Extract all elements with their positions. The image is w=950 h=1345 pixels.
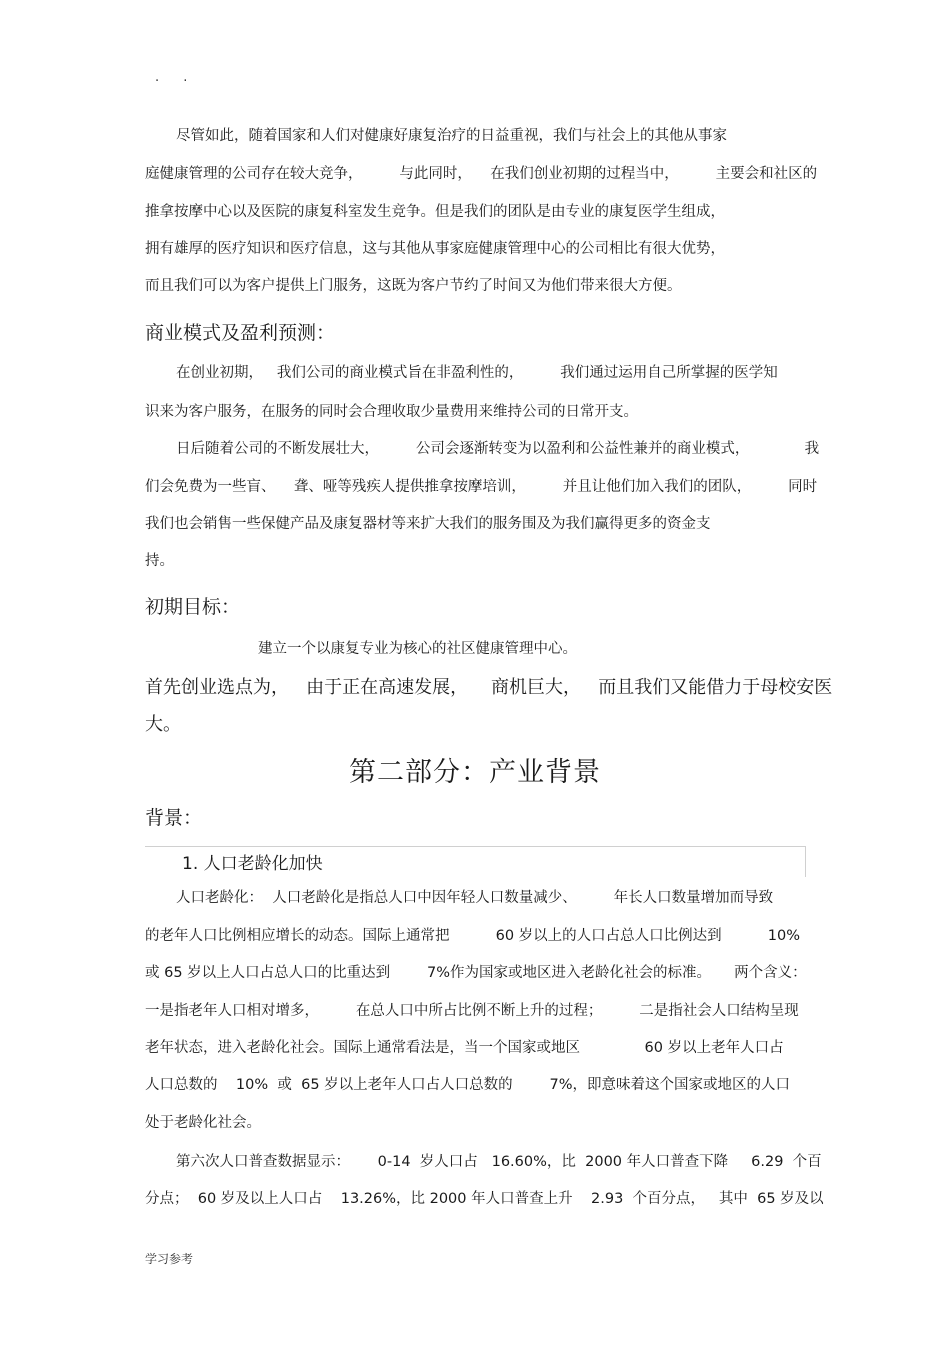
census-line-1: 第六次人口普查数据显示： 0-14 岁人口占 16.60%，比 2000 年人口普查下降 6.29 个百: [176, 1154, 822, 1170]
business-line-2: 识来为客户服务，在服务的同时会合理收取少量费用来维持公司的日常开支。: [145, 404, 638, 420]
para1-line-5: 而且我们可以为客户提供上门服务，这既为客户节约了时间又为他们带来很大方便。: [145, 278, 682, 294]
aging-line-1: 人口老龄化： 人口老龄化是指总人口中因年轻人口数量减少、 年长人口数量增加而导致: [176, 890, 774, 906]
para1-line-2: 庭健康管理的公司存在较大竞争， 与此同时， 在我们创业初期的过程当中， 主要会和社区的: [145, 166, 818, 182]
aging-line-2: 的老年人口比例相应增长的动态。国际上通常把 60 岁以上的人口占总人口比例达到 10%: [145, 928, 800, 944]
section-title-box: [145, 846, 806, 877]
business-line-6: 持。: [145, 553, 174, 569]
location-line-1: 首先创业选点为， 由于正在高速发展， 商机巨大， 而且我们又能借力于母校安医: [145, 677, 833, 698]
business-line-1: 在创业初期， 我们公司的商业模式旨在非盈利性的， 我们通过运用自己所掌握的医学知: [176, 365, 778, 381]
para1-line-3: 推拿按摩中心以及医院的康复科室发生竞争。但是我们的团队是由专业的康复医学生组成，: [145, 204, 725, 220]
aging-line-5: 老年状态，进入老龄化社会。国际上通常看法是，当一个国家或地区 60 岁以上老年人口占: [145, 1040, 784, 1056]
aging-line-6: 人口总数的 10% 或 65 岁以上老年人口占人口总数的 7%，即意味着这个国家或地区的人口: [145, 1077, 791, 1093]
aging-line-4: 一是指老年人口相对增多， 在总人口中所占比例不断上升的过程； 二是指社会人口结构呈现: [145, 1003, 799, 1019]
heading-background: 背景：: [145, 807, 203, 829]
page-footer: 学习参考: [145, 1252, 194, 1266]
location-line-2: 大。: [145, 714, 181, 735]
header-dots: . .: [155, 70, 198, 85]
heading-business-model: 商业模式及盈利预测：: [145, 322, 336, 344]
para1-line-4: 拥有雄厚的医疗知识和医疗信息，这与其他从事家庭健康管理中心的公司相比有很大优势，: [145, 241, 725, 257]
aging-line-3: 或 65 岁以上人口占总人口的比重达到 7%作为国家或地区进入老龄化社会的标准。 两个含义：: [145, 965, 807, 981]
business-line-3: 日后随着公司的不断发展壮大， 公司会逐渐转变为以盈利和公益性兼并的商业模式， 我: [176, 441, 820, 457]
aging-line-7: 处于老龄化社会。: [145, 1115, 261, 1131]
heading-initial-goal: 初期目标：: [145, 596, 241, 618]
business-line-4: 们会免费为一些盲、 聋、哑等残疾人提供推拿按摩培训， 并且让他们加入我们的团队， 同时: [145, 479, 818, 495]
goal-statement: 建立一个以康复专业为核心的社区健康管理中心。: [258, 641, 577, 657]
para1-line-1: 尽管如此，随着国家和人们对健康好康复治疗的日益重视，我们与社会上的其他从事家: [176, 128, 727, 144]
part-two-title: 第二部分：产业背景: [349, 757, 601, 788]
census-line-2: 分点； 60 岁及以上人口占 13.26%，比 2000 年人口普查上升 2.93 个百分点， 其中 65 岁及以: [145, 1191, 824, 1207]
business-line-5: 我们也会销售一些保健产品及康复器材等来扩大我们的服务围及为我们赢得更多的资金支: [145, 516, 711, 532]
section1-title: 1. 人口老龄化加快: [182, 854, 323, 874]
